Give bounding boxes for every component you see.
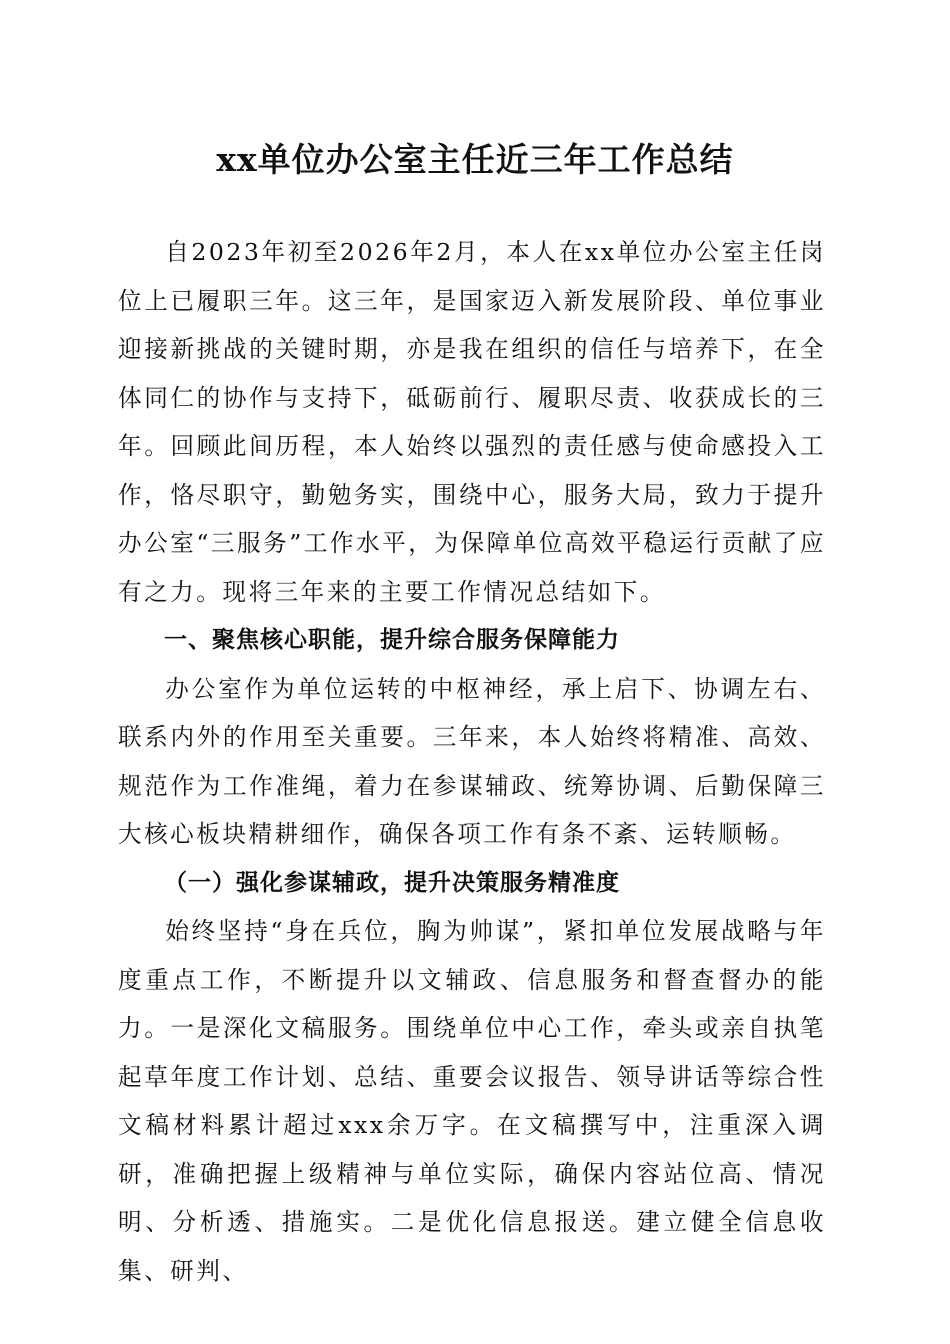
document-body: [118, 228, 826, 1295]
section-heading: 一、聚焦核心职能，提升综合服务保障能力: [164, 627, 620, 653]
subsection-paragraph: 始终坚持“身在兵位，胸为帅谋”，紧扣单位发展战略与年度重点工作，不断提升以文辅政、信息服务和督查督办的能力。一是深化文稿服务。围绕单位中心工作，牵头或亲自执笔起草年度工作计划、总结、重要会议报告、领导讲话等综合性文稿材料累计超过xxx余万字。在文稿撰写中，注重深入调研，准确把握上级精神与单位实际，确保内容站位高、情况明、分析透、措施实。二是优化信息报送。建立健全信息收集、研判、: [118, 917, 826, 1285]
intro-paragraph: 自2023年初至2026年2月，本人在xx单位办公室主任岗位上已履职三年。这三年，是国家迈入新发展阶段、单位事业迎接新挑战的关键时期，亦是我在组织的信任与培养下，在全体同仁的协作与支持下，砥砺前行、履职尽责、收获成长的三年。回顾此间历程，本人始终以强烈的责任感与使命感投入工作，恪尽职守，勤勉务实，围绕中心，服务大局，致力于提升办公室“三服务”工作水平，为保障单位高效平稳运行贡献了应有之力。现将三年来的主要工作情况总结如下。: [118, 238, 826, 606]
document-title: xx单位办公室主任近三年工作总结: [216, 140, 734, 179]
subsection-heading: （一）强化参谋辅政，提升决策服务精准度: [164, 868, 620, 896]
section-paragraph: 办公室作为单位运转的中枢神经，承上启下、协调左右、联系内外的作用至关重要。三年来，本人始终将精准、高效、规范作为工作准绳，着力在参谋辅政、统筹协调、后勤保障三大核心板块精耕细作，确保各项工作有条不紊、运转顺畅。: [118, 674, 826, 848]
